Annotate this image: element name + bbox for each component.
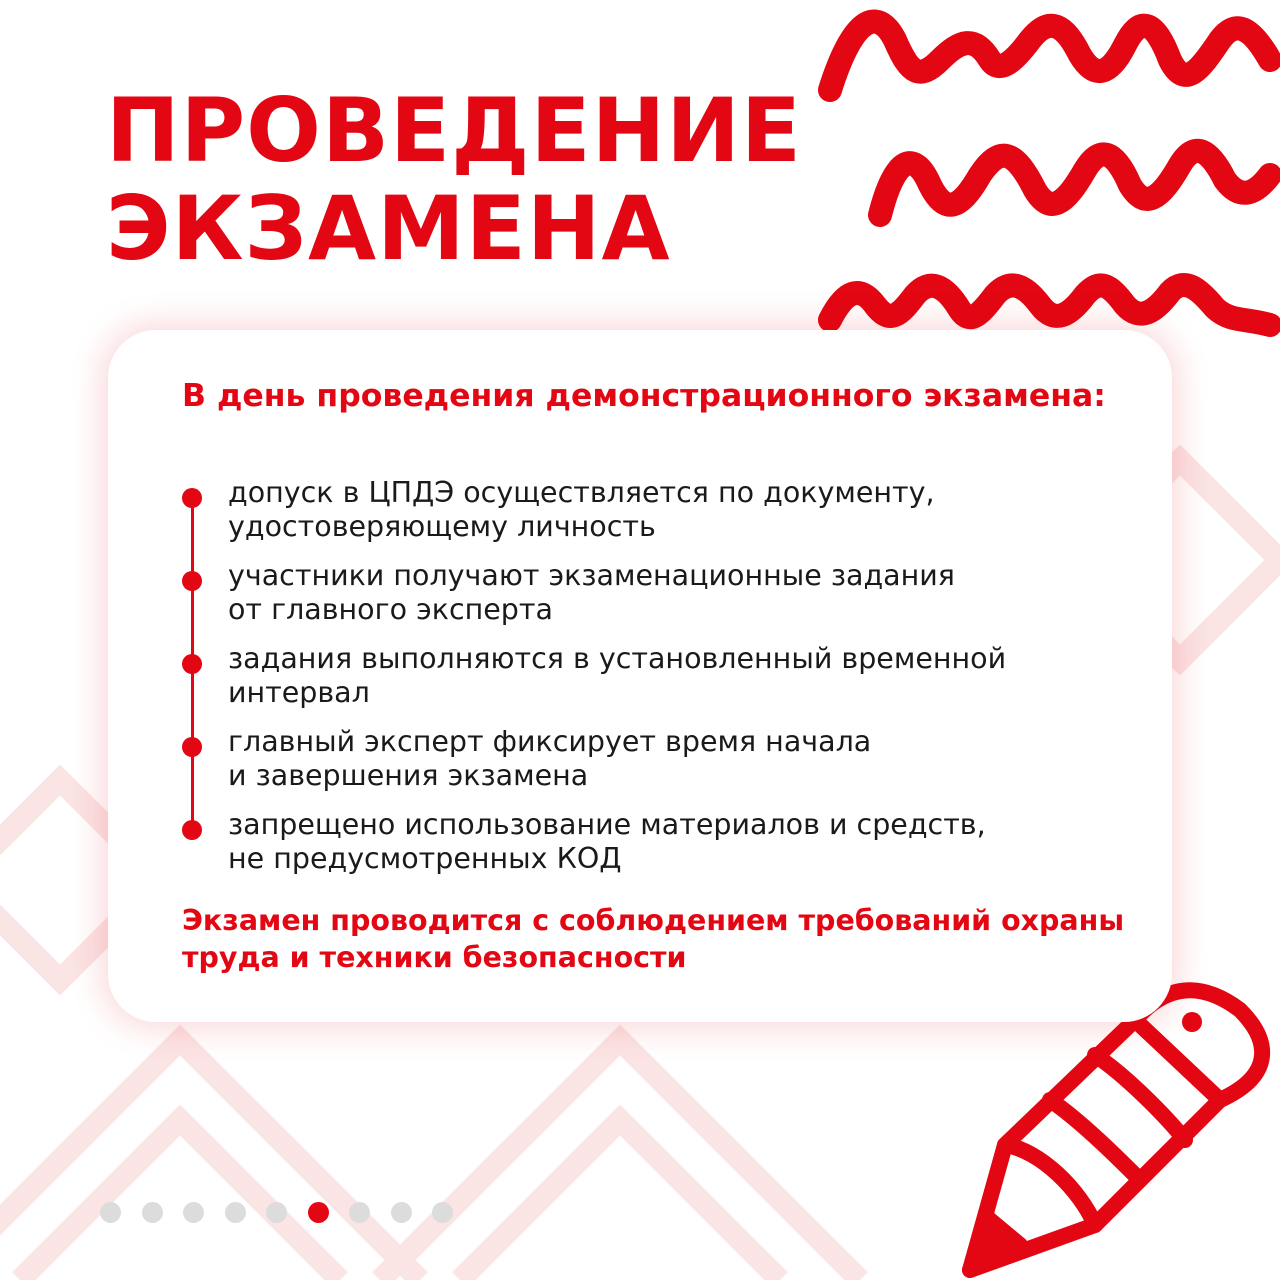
page-dot[interactable] [100,1202,121,1223]
page-dot-active[interactable] [308,1202,329,1223]
list-item-text: участники получают экзаменационные задания от главного эксперта [228,559,955,626]
bullet-dot-icon [182,737,202,757]
carousel-pagination [100,1202,453,1224]
page-title-line-1: ПРОВЕДЕНИЕ [106,79,803,182]
page-dot[interactable] [183,1202,204,1223]
bullet-dot-icon [182,654,202,674]
info-card [108,330,1172,1022]
list-item [182,808,1142,891]
list-item [182,642,1142,725]
bullet-dot-icon [182,488,202,508]
list-item-text: допуск в ЦПДЭ осуществляется по документу, удостоверяющему личность [228,476,935,543]
list-item-text: задания выполняются в установленный временной интервал [228,642,1007,709]
page-dot[interactable] [266,1202,287,1223]
card-footer-note: Экзамен проводится с соблюдением требований охраны труда и техники безопасности [182,904,1125,974]
bullet-dot-icon [182,820,202,840]
page-dot[interactable] [225,1202,246,1223]
card-heading: В день проведения демонстрационного экзамена: [182,378,1106,414]
list-item-text: главный эксперт фиксирует время начала и завершения экзамена [228,725,872,792]
list-item-text: запрещено использование материалов и средств, не предусмотренных КОД [228,808,986,875]
page-dot[interactable] [432,1202,453,1223]
page-title-line-2: ЭКЗАМЕНА [106,177,671,280]
page-dot[interactable] [349,1202,370,1223]
bullet-list [182,476,1142,891]
page-title [106,79,803,280]
list-item [182,725,1142,808]
bullet-dot-icon [182,571,202,591]
page-dot[interactable] [142,1202,163,1223]
red-squiggle-lines-icon [800,0,1280,340]
list-item [182,476,1142,559]
list-item [182,559,1142,642]
page-dot[interactable] [391,1202,412,1223]
